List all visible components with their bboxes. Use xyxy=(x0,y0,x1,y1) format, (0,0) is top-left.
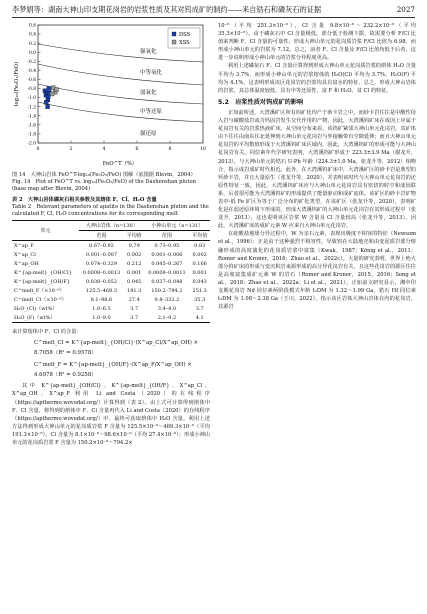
running-header xyxy=(12,5,415,18)
xss-point xyxy=(50,92,54,96)
table-row xyxy=(12,241,210,251)
y-tick-labels xyxy=(28,24,41,147)
table-cell: 0.0008–0.0013 xyxy=(82,269,121,276)
data-points xyxy=(43,86,59,109)
y-tick-label: -0.4 xyxy=(27,68,36,74)
table-cell: 0.043 xyxy=(192,278,207,285)
th-unit: 单元 xyxy=(12,221,79,241)
y-tick-label: 0.2 xyxy=(29,41,36,47)
table-cell: 0.83 xyxy=(194,242,206,249)
boundary-moderate-reduced xyxy=(38,102,203,122)
table-cell: 0.79 xyxy=(128,242,140,249)
table-title-en: Table 2 Relevant parameters of apatite in the Dashenshan pluton and the calculated F, Cl, H₂O concentrations for its corresponding melt xyxy=(12,203,209,218)
table-cell: 1.0–9.0 xyxy=(79,313,124,323)
table-row xyxy=(12,295,210,304)
body-paragraph: 在硅酸盐地球分异过程中，W 为亲石元素，表现出极度不相容的特征（Newsom et al.，1996）；正是由于这种强烈不相容性，导致钨在大陆地壳和由变泥质岩部分熔融形成的高度演化的花岗质岩浆中富集（Kwak，1987；König et al.，2011；Romer and Kroner，2016；Zhao et al.，2022c）。大量的研究表明，世界上绝大部分钨矿床的形成与变沉积岩来源形成的高分异花岗岩有关，且这些花岗岩的源区往往是高度富集成矿元素 W 的岩石（Romer and Kroner，2015，2016；Song et al.，2018；Zhao et al.，2022a；Li et al.，2021）。正如前文研究显示，湘中印支期花岗岩 Nd 同位素两阶段模式年龄 t₂DM 为 1.32～1.99 Ga，锆石 Hf 同位素 t₂DM 为 1.08～2.38 Ga（王川，2022），指示该区岩体大神山岩体在内的花岗岩，其源岩 xyxy=(218,231,416,311)
page-number: 2027 xyxy=(396,5,415,14)
row-label: H₂O_(F)（wt%） xyxy=(12,313,79,323)
table-cell: 8.1–98.6 xyxy=(90,296,113,303)
running-title: 李梦娟等：湖南大神山印支期花岗岩的岩浆性质及其对钨成矿的制约——来自锆石和磷灰石的证据 xyxy=(12,5,322,14)
table-cell: 27.4 xyxy=(128,296,140,303)
table-cell: 150.2–794.2 xyxy=(151,287,183,294)
table-cell: 2.1–9.2 xyxy=(144,313,189,323)
boundary-weak-oxidized xyxy=(38,84,203,104)
legend-dss-marker xyxy=(172,32,176,36)
table-cell: 0.038–0.052 xyxy=(85,278,118,285)
x-axis-label: FeO^T（%） xyxy=(102,161,138,167)
figure-14 xyxy=(12,22,210,172)
table-cell: 3.7 xyxy=(195,305,204,312)
table-cell: 0.67–0.92 xyxy=(89,242,114,249)
table-cell: 125.5–469.3 xyxy=(85,287,118,294)
row-label: H₂O_(Cl)（wt%） xyxy=(14,305,58,312)
table-cell: 0.166 xyxy=(192,260,207,267)
table-cell: 0.73–0.95 xyxy=(154,242,180,249)
section-heading: 5.2 岩浆性质对钨成矿的影响 xyxy=(218,98,304,106)
table-cell: 0.002 xyxy=(127,251,142,258)
table-cell: 4.1 xyxy=(189,313,210,323)
zone-label: 中等还原 xyxy=(140,109,163,115)
body-paragraph: 来计算熔体中 F、Cl 的含量： xyxy=(12,329,82,336)
x-tick-label: 4 xyxy=(102,147,106,152)
table-title-cn: 表 2 大神山岩体磷灰石相关参数及其熔体 F、Cl、H₂O 含量 xyxy=(12,196,157,203)
th-range: 范围 xyxy=(79,231,124,241)
table-cell: 251.3 xyxy=(192,287,207,294)
x-tick-label: 0 xyxy=(36,147,40,152)
dss-point xyxy=(47,87,51,91)
table-row xyxy=(12,313,210,323)
table-cell: 191.3 xyxy=(127,287,142,294)
x-tick-label: 2 xyxy=(69,147,73,152)
y-tick-label: -2.0 xyxy=(27,141,36,147)
dss-point xyxy=(46,105,50,109)
table-cell: 3.4–4.0 xyxy=(157,305,177,312)
table-row xyxy=(12,304,210,313)
figure-caption-en: Fig. 14 Plot of FeO^T vs. log₁₀(Fe₂O₃/FeO) of the Dashenshan pluton (base map after Blevin, 2004) xyxy=(12,179,196,193)
x-tick-labels xyxy=(37,141,206,153)
boundary-moderate-oxidized xyxy=(38,64,203,85)
table-row xyxy=(12,250,210,259)
xss-point xyxy=(54,87,58,91)
table-cell: 0.212 xyxy=(127,260,142,267)
fig14-plot xyxy=(12,22,210,172)
y-axis-label: log₁₀(Fe₂O₃/FeO) xyxy=(14,61,20,107)
table-cell: 3.7 xyxy=(124,313,145,323)
table-cell: 3.7 xyxy=(130,305,139,312)
th-xiaoshenshan: 小神山单元（n=131） xyxy=(144,221,210,231)
zone-label: 强氧化 xyxy=(140,49,157,55)
row-label: X^ap_Cl xyxy=(14,251,36,258)
table-cell: 1.0–6.3 xyxy=(92,305,111,312)
y-tick-label: -1.4 xyxy=(27,114,36,120)
right-column xyxy=(218,22,416,610)
table-cell: 35.3 xyxy=(194,296,206,303)
table-body xyxy=(12,241,210,323)
table-cell: 9.8–332.2 xyxy=(154,296,180,303)
left-column xyxy=(12,22,210,610)
body-paragraph: 利用上述磷灰石 F、Cl 含量计算得到形成大神山单元花岗质岩浆的熔体 H₂O 含量平均为 3.7%，而形成小神山单元的岩浆熔体的 H₂O(Cl) 平均为 3.7%，H₂O(F) 平均为 4.1%，这表明形成该区花岗岩的岩浆均具有富水的特征。总之，形成大神山岩体的岩浆，其总体温度较低、具有中等还原性、富 F 和 H₂O、贫 Cl 的特征。 xyxy=(218,63,416,94)
x-tick-label: 6 xyxy=(135,147,139,152)
row-label: C^melt_F（×10⁻⁶） xyxy=(14,287,65,294)
row-label: X^ap_F xyxy=(14,242,34,249)
table-row xyxy=(12,259,210,268)
row-label: C^melt_Cl（×10⁻⁶） xyxy=(14,296,67,303)
table-cell: 0.002 xyxy=(192,251,207,258)
table-cell: 0.001 xyxy=(127,269,142,276)
table-cell: 0.045 xyxy=(127,278,142,285)
x-tick-label: 8 xyxy=(168,147,172,152)
th-mean: 平均值 xyxy=(124,231,145,241)
zone-label: 中等氧化 xyxy=(140,70,163,76)
y-tick-label: -0.6 xyxy=(27,78,36,84)
y-tick-label: 0.4 xyxy=(29,32,36,38)
row-label: X^ap_OH xyxy=(14,260,39,267)
zone-label: 弱氧化 xyxy=(140,90,157,96)
body-paragraph: 正如前所述，大湾溪矿区所有钨矿化均产于砂卡岩之中，而砂卡岩往往是中酸性侵入岩与碳酸盐岩或含钙固岩发生交代作用的产物，因此，大湾溪钨矿床在成因上应属于花岗岩有关的岩浆热液矿床。从空间分布来看，该钨矿紧邻大神山单元花岗岩，其矿体由下往往由南东往北延伸到大神山单元花岗岩与外接触带有空隙延伸；而且大神山单元花岗岩的平均数值形成于大湾溪钨矿床区域内。因此，大湾溪钨矿的形成可能与大神山花岗岩有关。同位素年代学研究表明，大湾溪钨矿形成于 223.3±3.9 Ma（谢龙升，2013），与大神山单元的锆石 U-Pb 年龄（224.3±1.0 Ma，张龙升等，2012）相吻合，指示成岩成矿时代相近。此外，在大湾溪钨矿床中，大湾溪矿区的砂卡岩是典型的钙砂卡岩，并且大量原生（张龙升等，2020），并表明该时代与大神山单元花岗岩的还原性特征一致。因此，大湾溪钨矿床应与大神山单元花岗岩具有密切的时空和成因联系，后者很可能为大湾溪钨矿的形成提供了能量驱动和成矿流体。该矿区的砂卡岩矿物表中-低 Fe 矿区为等于广泛分布的矿化类型，在该矿区（张龙升等，2020），表明矿化是在弱还原环境下形成的。形成大湾溪钨矿的大神山单元花岗岩在其形成过程中（张龙升，2013），这也说明该区岩浆 W 含量及 Cl 含量较高（张龙升等，2013）。因此，大湾溪矿床的成矿元素 W 应来自大神山单元花岗岩。 xyxy=(218,109,416,230)
table-row xyxy=(12,277,210,286)
row-label: K^{ap-melt}_{OH/Cl} xyxy=(14,269,72,276)
dss-point xyxy=(46,95,50,99)
table-cell: 0.001–0.006 xyxy=(151,251,183,258)
table-cell: 0.045–0.267 xyxy=(151,260,183,267)
table-cell: 0.037–0.048 xyxy=(151,278,183,285)
equation-cl: C^melt_Cl = K^{ap-melt}_{OH/Cl}·(X^ap_Cl/X^ap_OH) × 8.7058（R² = 0.9578） xyxy=(34,340,199,357)
equation-f: C^melt_F = K^{ap-melt}_{OH/F}·(X^ap_F/X^ap_OH) × 4.6978（R² = 0.9258） xyxy=(34,362,192,379)
y-tick-label: -1.0 xyxy=(27,96,36,102)
table-row xyxy=(12,268,210,277)
y-tick-label: -1.2 xyxy=(27,105,36,111)
table-cell: 0.0008–0.0011 xyxy=(148,269,186,276)
legend-xss-label: XSS xyxy=(179,40,190,46)
table-row xyxy=(12,286,210,295)
y-tick-label: -1.6 xyxy=(27,123,36,129)
y-tick-label: -0.2 xyxy=(27,59,36,65)
y-tick-label: 0.6 xyxy=(29,23,36,29)
table-cell: 0.001 xyxy=(192,269,207,276)
body-paragraph: 其中 K^{ap-melt}_{OH/Cl}、K^{ap-melt}_{OH/F}、X^ap_Cl、X^ap_OH、X^ap_F 利用 Li and Costa（2020）的在线程序（https://apthermo.wovodat.org/）计算得到（表 2）。由上式可计算得到熔体中 F、Cl 含量，将得到的熔体中 F、Cl 含量再代入 Li and Costa（2020）的在线程序（https://apthermo.wovodat.org/）中，最终可获取熔体中 H₂O 含量。利用上述方法得到形成大神山单元的花岗质岩浆 F 含量为 125.5×10⁻⁶～469.3×10⁻⁶（平均 191.3×10⁻⁶），Cl 含量为 8.1×10⁻⁶～98.6×10⁻⁶（平均 27.4×10⁻⁶）；形成小神山单元的花岗质岩浆 F 含量为 150.2×10⁻⁶～794.2× xyxy=(12,383,210,446)
x-tick-label: 10 xyxy=(200,147,206,152)
y-tick-label: -0.8 xyxy=(27,87,36,93)
apatite-table xyxy=(12,220,210,323)
legend-dss-label: DSS xyxy=(179,32,191,38)
row-label: K^{ap-melt}_{OH/F} xyxy=(14,278,70,285)
figure-caption-cn: 图 14 大神山岩体 FeO^T-log₁₀(Fe₂O₃/FeO) 图解（底图据 Blevin，2004） xyxy=(12,172,196,178)
th-range: 范围 xyxy=(144,231,189,241)
body-paragraph: 10⁻⁶（平均 251.3×10⁻⁶），Cl 含量 9.8×10⁻⁶～232.2×10⁻⁶（平均 35.3×10⁻⁶）。由于磷灰石中 Cl 含量极低，部分低于检测下限，故需要分析 F/Cl 比值来判断 F、Cl 含量的可靠性。形成大神山单元的花岗质岩浆 F/Cl 比值为 6.98，而形成小神山单元的岩浆为 7.12。总之，前者 F、Cl 含量及 F/Cl 比值均低于后者，这进一步说明形成小神山单元的岩浆分异程度更高。 xyxy=(218,23,416,62)
th-mean: 平均值 xyxy=(189,231,210,241)
table-cell: 0.001–0.007 xyxy=(85,251,118,258)
table-cell: 0.074–0.329 xyxy=(85,260,118,267)
legend-xss-marker xyxy=(172,40,176,44)
y-tick-label: -1.8 xyxy=(27,132,36,138)
zone-label: 强还原 xyxy=(140,131,157,137)
y-tick-label: 0.0 xyxy=(29,50,36,56)
th-dashenshan: 大神山岩体（n=130） xyxy=(79,221,144,231)
dss-point xyxy=(44,100,48,104)
